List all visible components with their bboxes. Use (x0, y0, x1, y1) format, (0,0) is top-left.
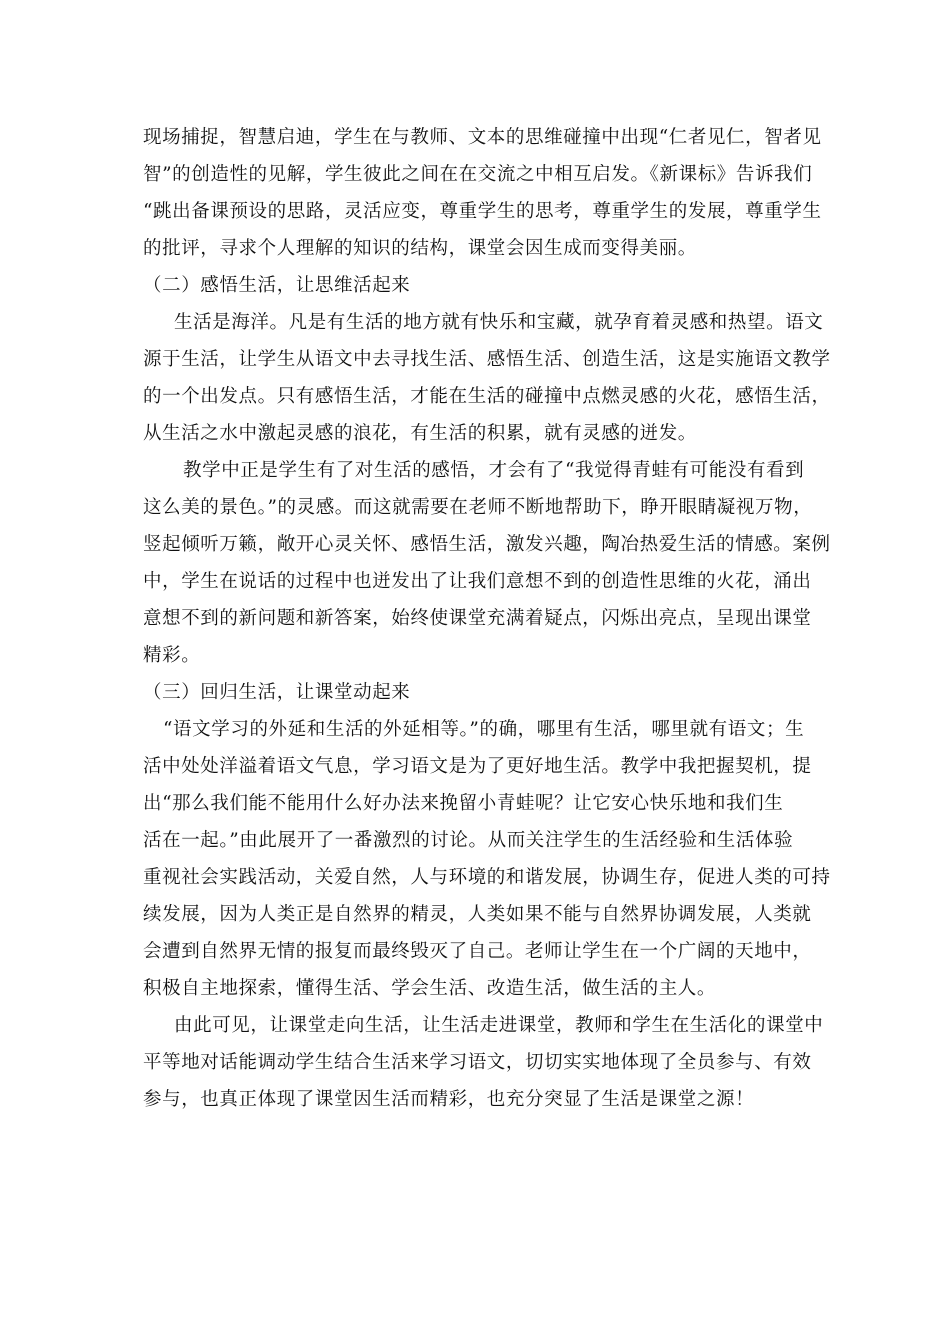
paragraph-line: 这么美的景色。”的灵感。而这就需要在老师不断地帮助下，睁开眼睛凝视万物， (143, 497, 813, 518)
paragraph-line: 智”的创造性的见解，学生彼此之间在在交流之中相互启发。《新课标》告诉我们 (143, 164, 813, 185)
paragraph-line: 源于生活，让学生从语文中去寻找生活、感悟生活、创造生活，这是实施语文教学 (143, 349, 831, 370)
paragraph-line: 出“那么我们能不能用什么好办法来挽留小青蛙呢？让它安心快乐地和我们生 (143, 793, 784, 814)
paragraph-line: 精彩。 (143, 645, 201, 666)
paragraph-line: 生活是海洋。凡是有生活的地方就有快乐和宝藏，就孕育着灵感和热望。语文 (174, 312, 824, 333)
paragraph-line: “语文学习的外延和生活的外延相等。”的确，哪里有生活，哪里就有语文；生 (163, 719, 805, 740)
paragraph-line: 由此可见，让课堂走向生活，让生活走进课堂，教师和学生在生活化的课堂中 (174, 1015, 824, 1036)
paragraph-line: 中，学生在说话的过程中也迸发出了让我们意想不到的创造性思维的火花，涌出 (143, 571, 812, 592)
paragraph-line: 重视社会实践活动，关爱自然，人与环境的和谐发展，协调生存，促进人类的可持 (143, 867, 831, 888)
paragraph-line: 参与，也真正体现了课堂因生活而精彩，也充分突显了生活是课堂之源！ (143, 1089, 755, 1110)
paragraph-line: 续发展，因为人类正是自然界的精灵，人类如果不能与自然界协调发展，人类就 (143, 904, 812, 925)
paragraph-line: 会遭到自然界无情的报复而最终毁灭了自己。老师让学生在一个广阔的天地中， (143, 941, 812, 962)
paragraph-line: 积极自主地探索，懂得生活、学会生活、改造生活，做生活的主人。 (143, 978, 717, 999)
paragraph-line: 教学中正是学生有了对生活的感悟，才会有了“我觉得青蛙有可能没有看到 (183, 460, 805, 481)
paragraph-line: 竖起倾听万籁，敞开心灵关怀、感悟生活，激发兴趣，陶冶热爱生活的情感。案例 (143, 534, 831, 555)
section-heading: （三）回归生活，让课堂动起来 (143, 682, 411, 703)
section-heading: （二）感悟生活，让思维活起来 (143, 275, 411, 296)
paragraph-line: 的批评，寻求个人理解的知识的结构，课堂会因生成而变得美丽。 (143, 238, 697, 259)
paragraph-line: 平等地对话能调动学生结合生活来学习语文，切切实实地体现了全员参与、有效 (143, 1052, 812, 1073)
paragraph-line: “跳出备课预设的思路，灵活应变，尊重学生的思考，尊重学生的发展，尊重学生 (143, 201, 822, 222)
paragraph-line: 现场捕捉，智慧启迪，学生在与教师、文本的思维碰撞中出现“仁者见仁，智者见 (143, 127, 822, 148)
paragraph-line: 意想不到的新问题和新答案，始终使课堂充满着疑点，闪烁出亮点，呈现出课堂 (143, 608, 812, 629)
paragraph-line: 的一个出发点。只有感悟生活，才能在生活的碰撞中点燃灵感的火花，感悟生活， (143, 386, 831, 407)
paragraph-line: 从生活之水中激起灵感的浪花，有生活的积累，就有灵感的迸发。 (143, 423, 697, 444)
paragraph-line: 活在一起。”由此展开了一番激烈的讨论。从而关注学生的生活经验和生活体验 (143, 830, 794, 851)
paragraph-line: 活中处处洋溢着语文气息，学习语文是为了更好地生活。教学中我把握契机，提 (143, 756, 812, 777)
